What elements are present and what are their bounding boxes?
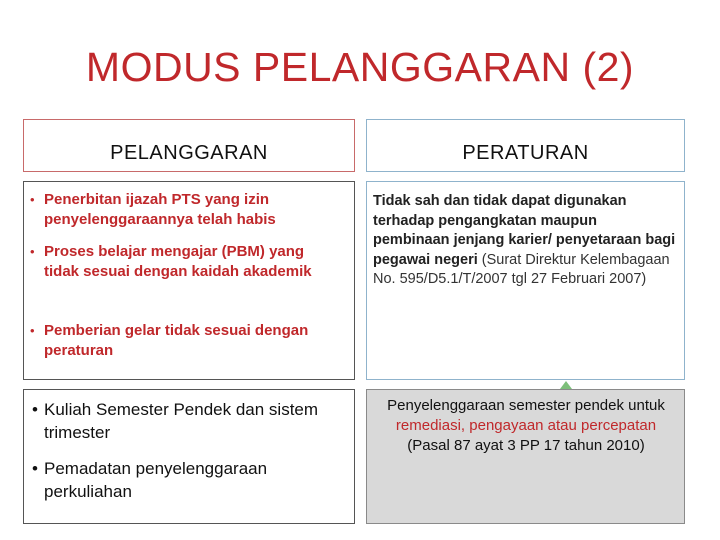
regulation-box (366, 181, 685, 380)
list-item (32, 398, 344, 444)
list-item-text: Kuliah Semester Pendek dan sistem trimester (44, 400, 319, 442)
regulation-text-bold: Tidak sah dan tidak dapat digunakan terhadap pengangkatan maupun pembinaan jenjang karier/ penyetaraan bagi pegawai negeri (373, 193, 676, 268)
semester-regulation-part1: Penyelenggaraan semester pendek untuk (387, 397, 665, 414)
violations-list-box (23, 181, 355, 380)
semester-regulation-text (381, 396, 671, 456)
header-pelanggaran (23, 119, 355, 172)
semester-violations-box (23, 389, 355, 524)
regulation-text-reference: (Surat Direktur Kelembagaan No. 595/D5.1/T/2007 tgl 27 Februari 2007) (373, 251, 670, 287)
semester-regulation-part2: (Pasal 87 ayat 3 PP 17 tahun 2010) (407, 437, 645, 454)
list-item-text: Pemberian gelar tidak sesuai dengan peraturan (44, 322, 309, 359)
page-title: MODUS PELANGGARAN (2) (85, 44, 635, 90)
header-peraturan (366, 119, 685, 172)
list-item-text: Pemadatan penyelenggaraan perkuliahan (44, 459, 268, 501)
regulation-text (373, 192, 676, 290)
bullet-icon: • (30, 323, 35, 338)
bullet-icon: • (30, 192, 35, 207)
header-peraturan-label: PERATURAN (462, 142, 589, 164)
list-item-text: Proses belajar mengajar (PBM) yang tidak sesuai dengan kaidah akademik (44, 243, 312, 280)
bullet-icon: • (32, 459, 38, 478)
list-item (30, 242, 342, 282)
list-item (30, 321, 342, 361)
list-item-text: Penerbitan ijazah PTS yang izin penyelenggaraannya telah habis (44, 191, 276, 228)
bullet-icon: • (30, 244, 35, 259)
list-item (30, 190, 342, 230)
semester-regulation-highlight: remediasi, pengayaan atau percepatan (395, 417, 657, 434)
semester-regulation-box (366, 389, 685, 524)
header-pelanggaran-label: PELANGGARAN (110, 142, 268, 164)
arrow-up-icon (560, 381, 572, 389)
bullet-icon: • (32, 400, 38, 419)
list-item (32, 457, 344, 503)
